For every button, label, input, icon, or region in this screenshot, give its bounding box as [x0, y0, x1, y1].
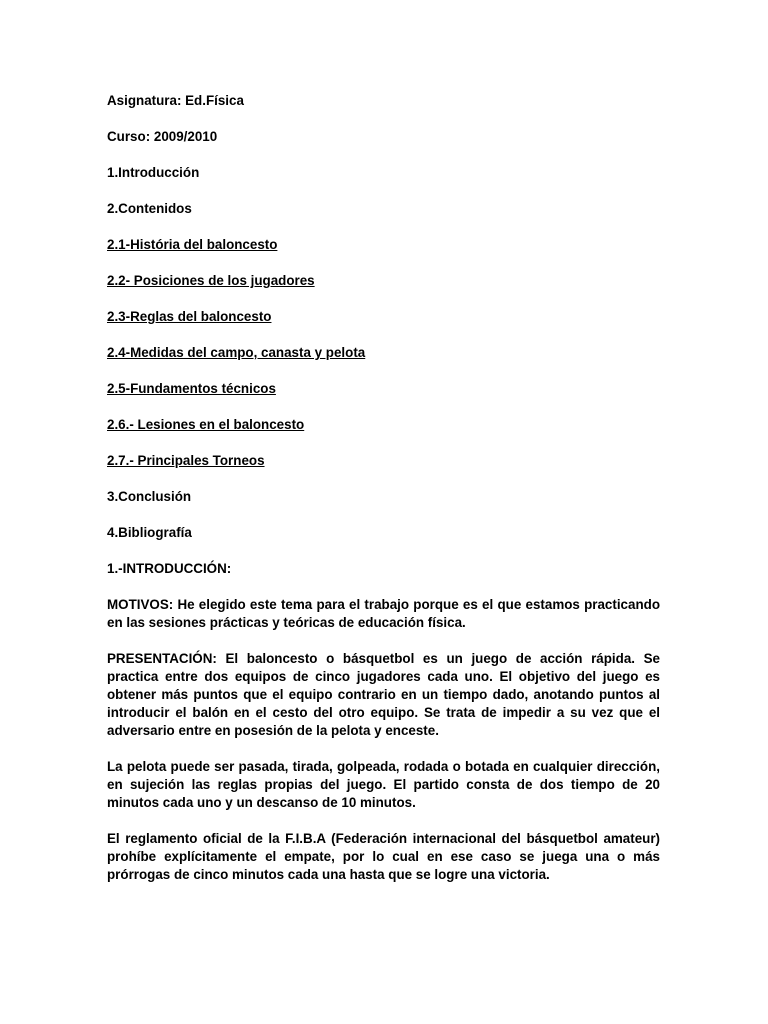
paragraph-pelota: La pelota puede ser pasada, tirada, golpeada, rodada o botada en cualquier dirección, en sujeción las reglas propias del juego. El partido consta de dos tiempo de 20 minutos cada uno y un descanso de 10 minutos. [107, 759, 660, 810]
index-item [107, 524, 660, 542]
index-item-text: 2.5-Fundamentos técnicos [107, 381, 276, 396]
course-text: Curso: 2009/2010 [107, 129, 218, 144]
index-item [107, 200, 660, 218]
index-item-text: 2.3-Reglas del baloncesto [107, 309, 272, 324]
index-item-link[interactable] [107, 236, 660, 254]
index-item-text: 3.Conclusión [107, 489, 192, 504]
index-item [107, 164, 660, 182]
index-item-text: 2.6.- Lesiones en el baloncesto [107, 417, 305, 432]
subject-text: Asignatura: Ed.Física [107, 93, 244, 108]
index-item-text: 2.Contenidos [107, 201, 192, 216]
index-item-link[interactable] [107, 344, 660, 362]
index-item [107, 488, 660, 506]
course-line [107, 128, 660, 146]
paragraph-presentacion: PRESENTACIÓN: El baloncesto o básquetbol es un juego de acción rápida. Se practica entre dos equipos de cinco jugadores cada uno. El objetivo del juego es obtener más puntos que el equipo contrario en un tiempo dado, anotando puntos al introducir el balón en el cesto del otro equipo. Se trata de impedir a su vez que el adversario entre en posesión de la pelota y enceste. [107, 651, 660, 738]
index-item-text: 2.1-História del baloncesto [107, 237, 278, 252]
document-page [107, 92, 660, 902]
paragraph-motivos: MOTIVOS: He elegido este tema para el trabajo porque es el que estamos practicando en las sesiones prácticas y teóricas de educación física. [107, 597, 660, 630]
index-item-text: 4.Bibliografía [107, 525, 192, 540]
index-item-link[interactable] [107, 308, 660, 326]
paragraph-reglamento: El reglamento oficial de la F.I.B.A (Federación internacional del básquetbol amateur) prohíbe explícitamente el empate, por lo cual en ese caso se juega una o más prórrogas de cinco minutos cada una hasta que se logre una victoria. [107, 831, 660, 882]
subject-line [107, 92, 660, 110]
index-item-link[interactable] [107, 272, 660, 290]
index-item-text: 1.Introducción [107, 165, 200, 180]
index-item-link[interactable] [107, 416, 660, 434]
index-item-text: 2.2- Posiciones de los jugadores [107, 273, 315, 288]
index-item-link[interactable] [107, 452, 660, 470]
index-item-text: 2.4-Medidas del campo, canasta y pelota [107, 345, 366, 360]
index-item-link[interactable] [107, 380, 660, 398]
section-heading [107, 560, 660, 578]
section-heading-text: 1.-INTRODUCCIÓN: [107, 561, 232, 576]
index-item-text: 2.7.- Principales Torneos [107, 453, 265, 468]
